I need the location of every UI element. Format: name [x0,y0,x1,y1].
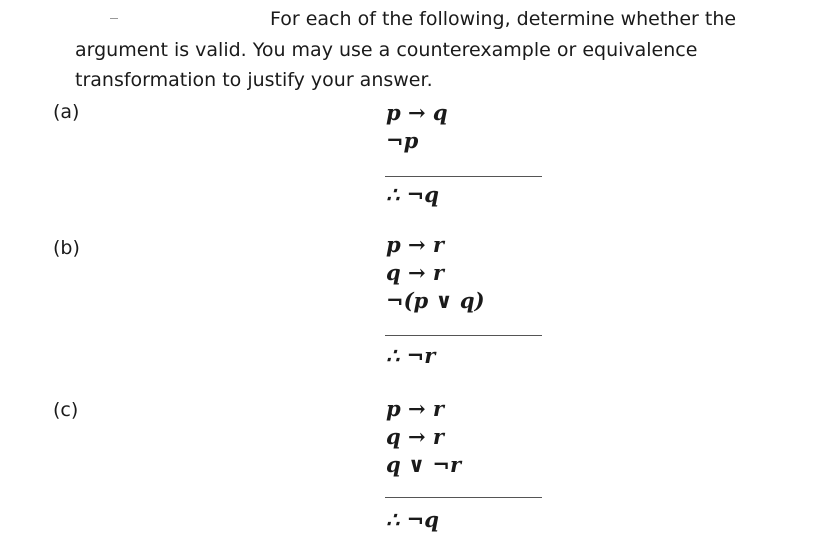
problem-b-label: (b) [53,237,80,259]
problem-c-label: (c) [53,399,79,421]
problem-b-conclusion: ∴ ¬r [386,343,436,368]
problem-a-premise-1: p → q [386,100,448,125]
scan-smudge [110,18,118,19]
problem-c-premise-2: q → r [386,424,444,449]
problem-a-divider [385,176,542,177]
problem-b-premise-2: q → r [386,260,444,285]
instructions-line-1: For each of the following, determine whether the [270,8,737,30]
problem-c-premise-1: p → r [386,396,444,421]
instructions-line-2: argument is valid. You may use a counterexample or equivalence [75,39,698,61]
problem-c-divider [385,497,542,498]
problem-b-premise-1: p → r [386,232,444,257]
problem-b-divider [385,335,542,336]
problem-a-label: (a) [53,101,80,123]
problem-b-premise-3: ¬(p ∨ q) [386,288,485,313]
problem-a-premise-2: ¬p [386,128,419,153]
problem-c-premise-3: q ∨ ¬r [386,452,462,477]
problem-c-conclusion: ∴ ¬q [386,507,439,532]
problem-a-conclusion: ∴ ¬q [386,182,439,207]
instructions-line-3: transformation to justify your answer. [75,69,433,91]
